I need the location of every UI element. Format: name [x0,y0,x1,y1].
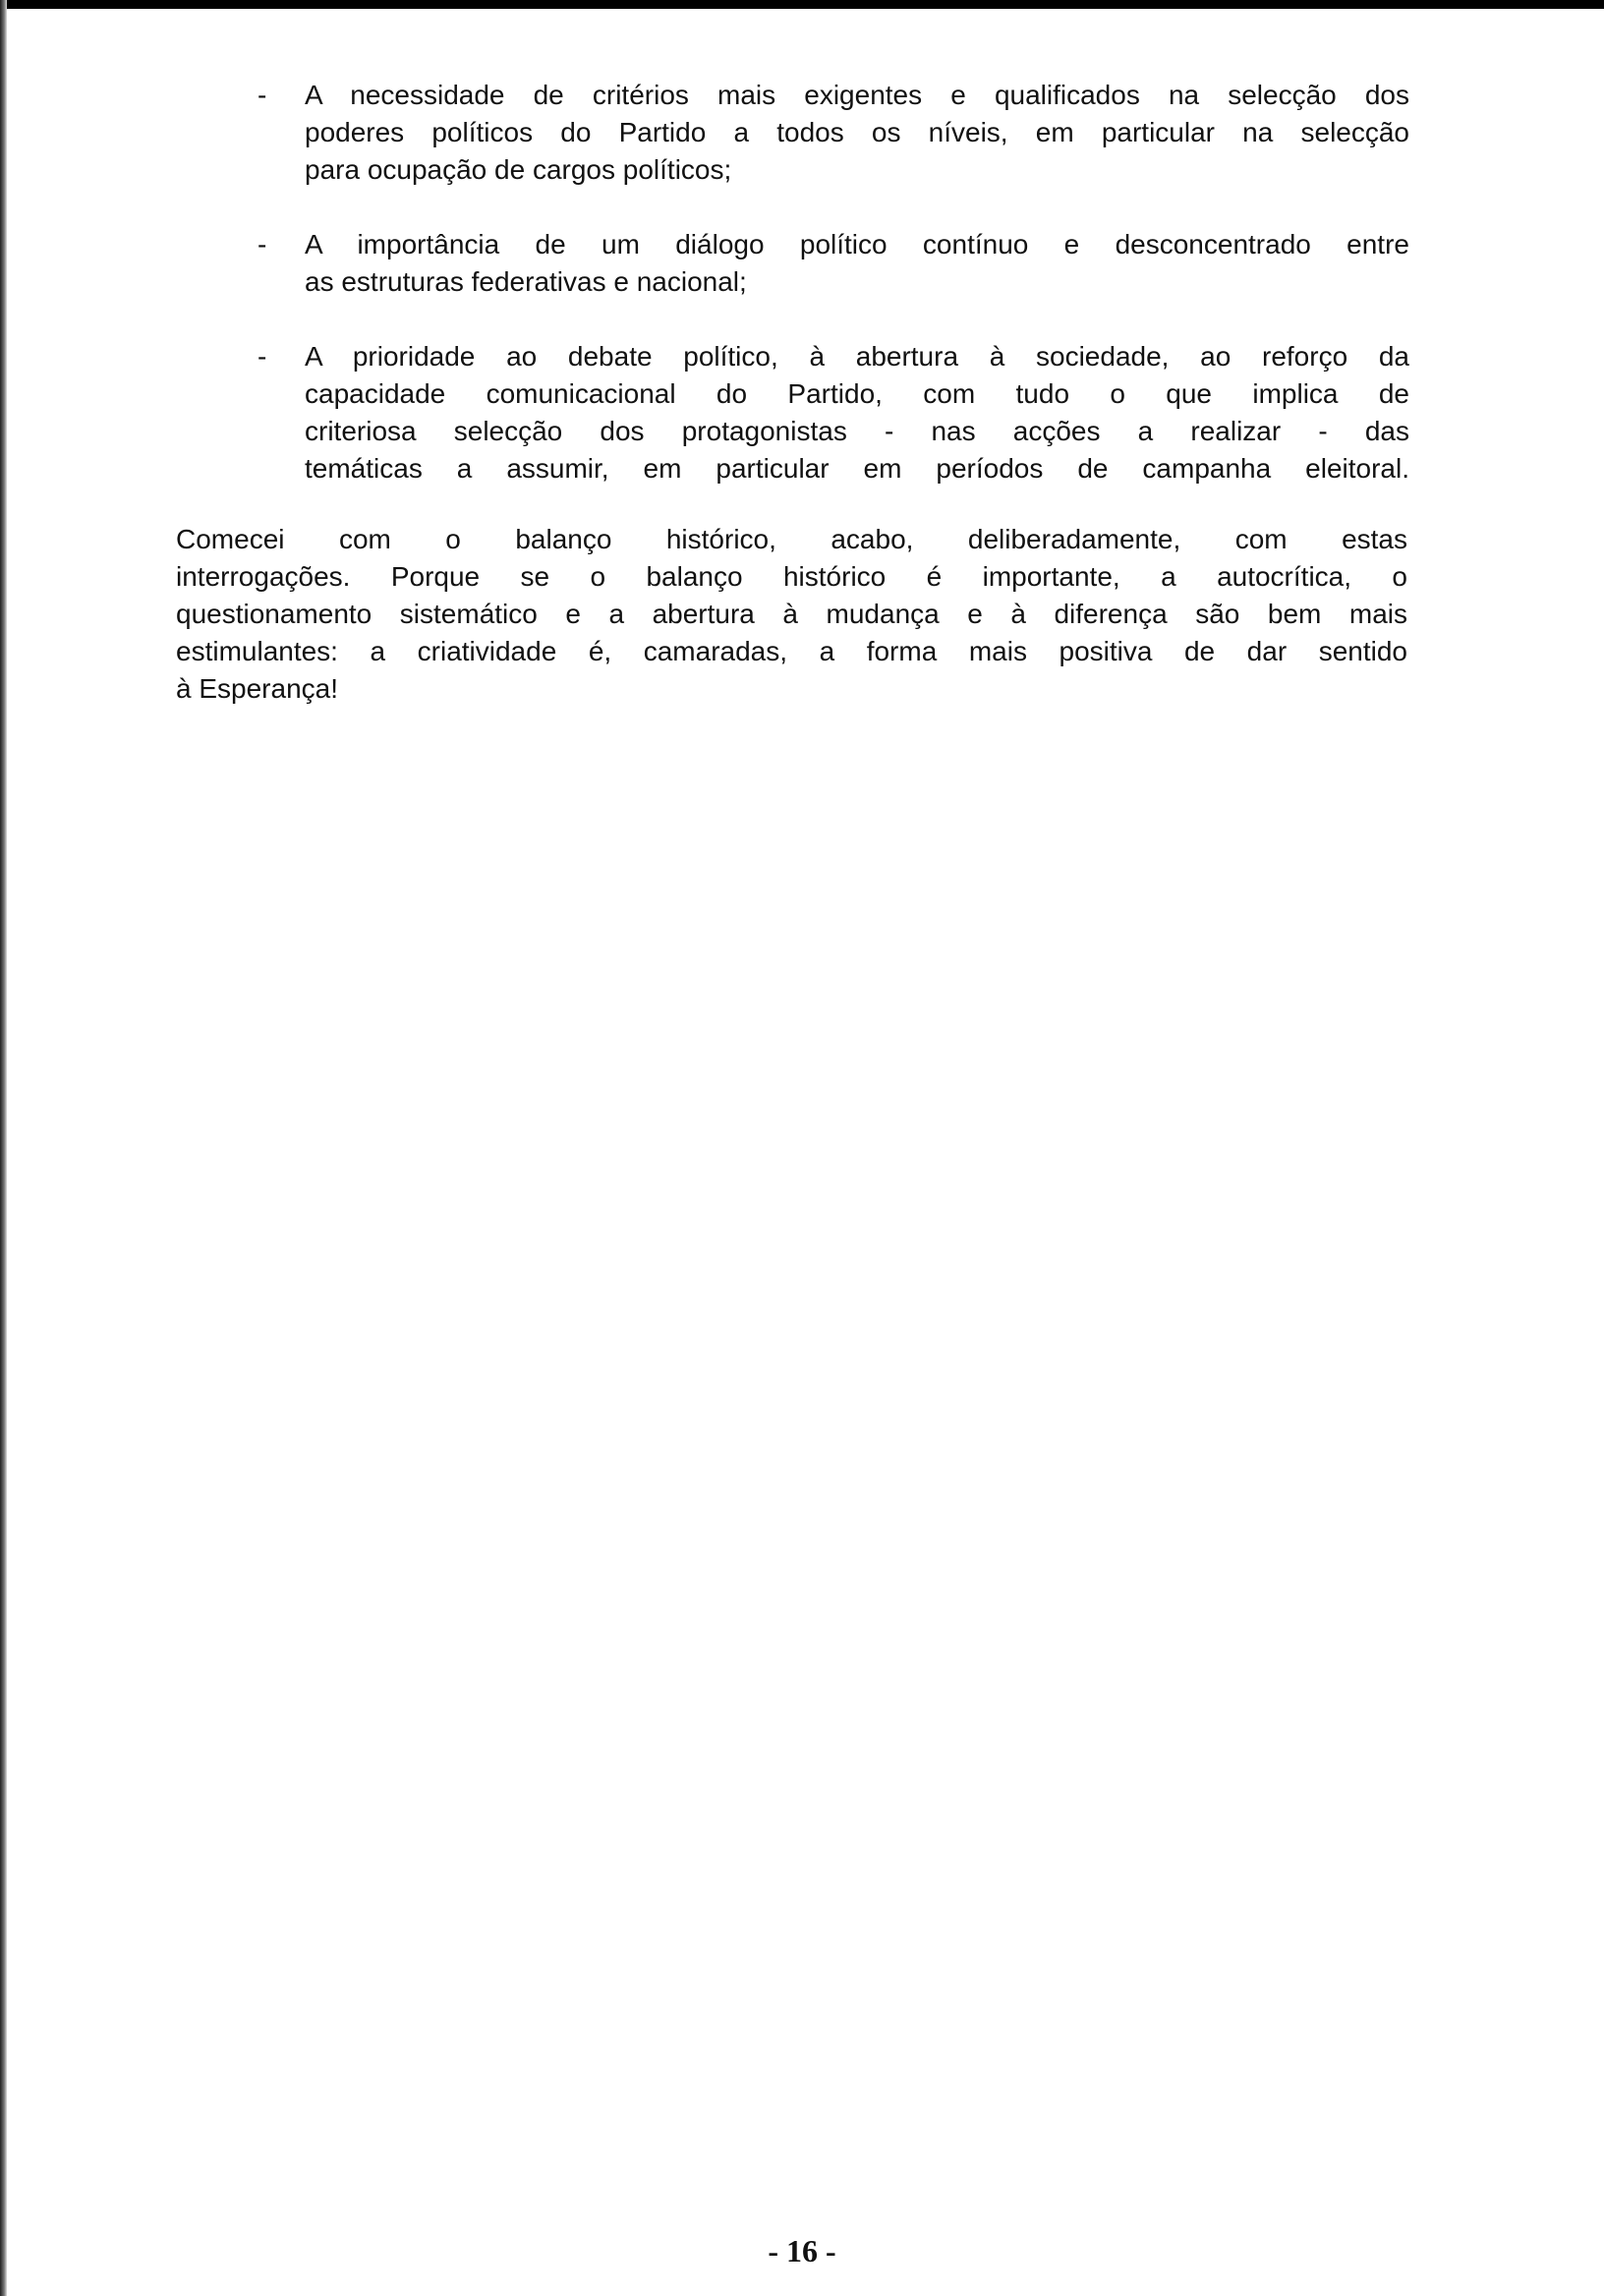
bullet-item [258,338,1409,488]
closing-paragraph [176,521,1407,708]
text-line: capacidade comunicacional do Partido, com tudo o que implica de [305,378,1409,409]
text-line: criteriosa selecção dos protagonistas - nas acções a realizar - das [305,416,1409,446]
text-line: questionamento sistemático e a abertura à mudança e à diferença são bem mais [176,599,1407,629]
scan-border-top [0,0,1604,9]
text-line: poderes políticos do Partido a todos os níveis, em particular na selecção [305,117,1409,147]
bullet-list [258,77,1409,525]
page-number: - 16 - [768,2233,836,2268]
text-line: interrogações. Porque se o balanço histórico é importante, a autocrítica, o [176,561,1407,592]
text-line: A importância de um diálogo político contínuo e desconcentrado entre [305,229,1409,259]
text-line: estimulantes: a criatividade é, camaradas, a forma mais positiva de dar sentido [176,636,1407,666]
text-line: A necessidade de critérios mais exigentes e qualificados na selecção dos [305,80,1409,110]
scan-border-left [0,0,7,2296]
bullet-item [258,226,1409,301]
text-line: Comecei com o balanço histórico, acabo, deliberadamente, com estas [176,524,1407,554]
bullet-dash: - [258,80,267,110]
text-line: à Esperança! [176,673,338,704]
text-line: A prioridade ao debate político, à abertura à sociedade, ao reforço da [305,341,1409,372]
bullet-dash: - [258,341,267,372]
bullet-item [258,77,1409,189]
bullet-dash: - [258,229,267,259]
text-line: as estruturas federativas e nacional; [305,266,747,297]
text-line: temáticas a assumir, em particular em períodos de campanha eleitoral. [305,453,1409,484]
text-line: para ocupação de cargos políticos; [305,154,732,185]
